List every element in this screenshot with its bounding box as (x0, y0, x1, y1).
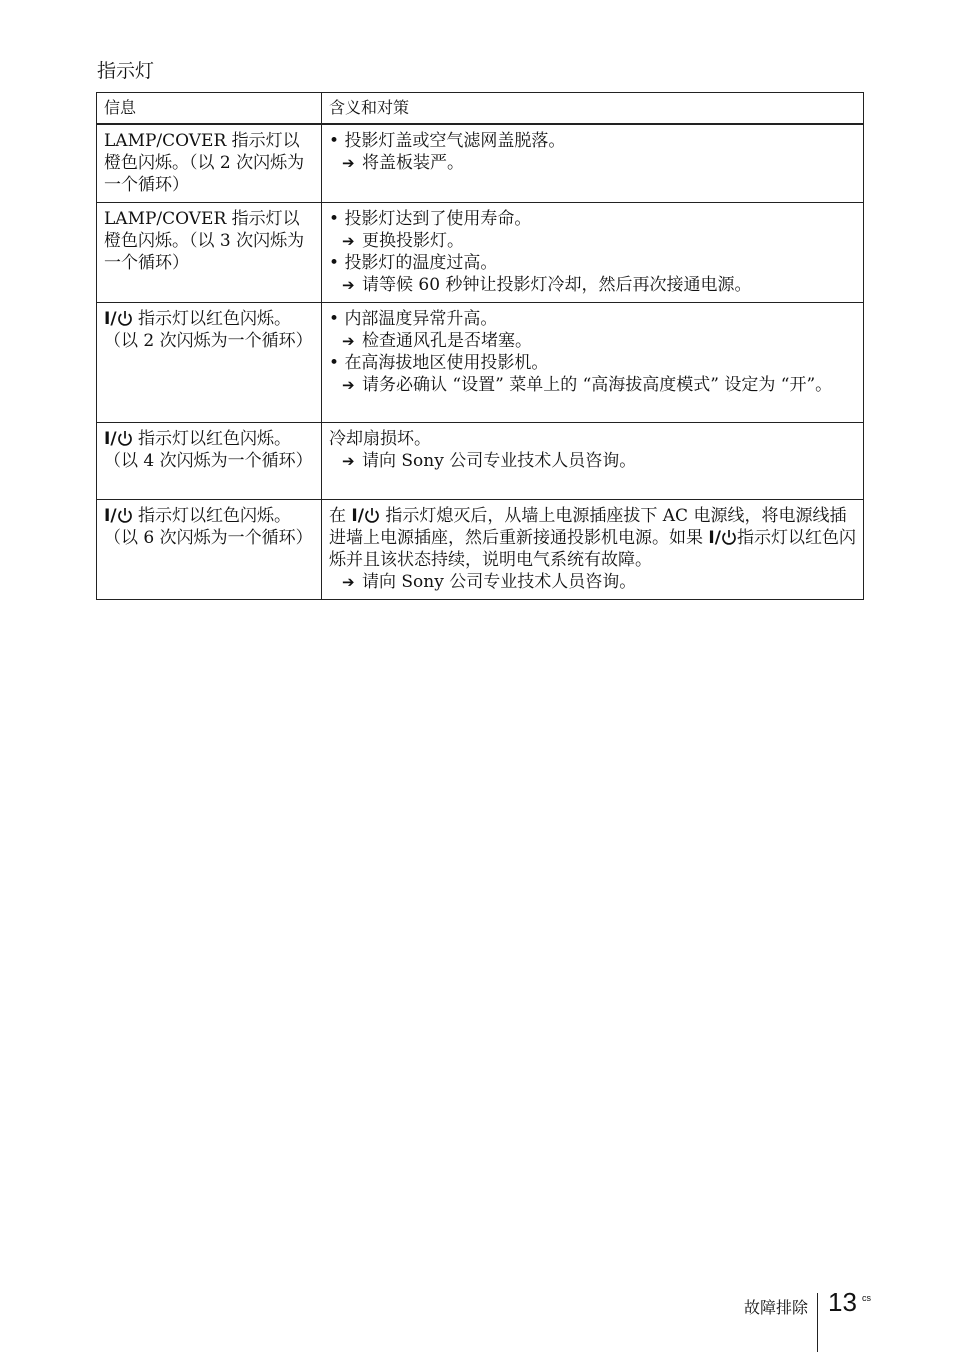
power-standby-icon: I/ (104, 428, 133, 450)
meaning-cell (322, 423, 864, 500)
section-title: 指示灯 (97, 60, 155, 82)
meaning-cell (322, 500, 864, 600)
table-row (97, 500, 864, 600)
indicator-table (96, 92, 864, 600)
info-text: LAMP/COVER 指示灯以橙色闪烁。（以 2 次闪烁为一个循环） (104, 131, 305, 195)
info-text: LAMP/COVER 指示灯以橙色闪烁。（以 3 次闪烁为一个循环） (104, 209, 305, 273)
meaning-cell (322, 303, 864, 423)
arrow-line: ➔ 检查通风孔是否堵塞。 (342, 331, 532, 351)
power-standby-icon: I/ (104, 308, 133, 330)
arrow-right-icon: ➔ (342, 332, 355, 350)
bullet-line: • 投影灯达到了使用寿命。 (329, 209, 532, 229)
power-standby-icon: I/ (104, 505, 133, 527)
bullet-line: • 内部温度异常升高。 (329, 309, 498, 329)
arrow-line: ➔ 请向 Sony 公司专业技术人员咨询。 (342, 572, 637, 592)
table-row (97, 303, 864, 423)
arrow-line: ➔ 请向 Sony 公司专业技术人员咨询。 (342, 451, 637, 471)
table-row (97, 203, 864, 303)
arrow-right-icon: ➔ (342, 154, 355, 172)
bullet-line: • 在高海拔地区使用投影机。 (329, 353, 549, 373)
arrow-right-icon: ➔ (342, 232, 355, 250)
page-number: 13 (828, 1287, 857, 1317)
table-row (97, 423, 864, 500)
info-text: 指示灯以红色闪烁。（以 4 次闪烁为一个循环） (104, 429, 313, 471)
info-text: 指示灯以红色闪烁。（以 6 次闪烁为一个循环） (104, 506, 313, 548)
arrow-line: ➔ 将盖板装严。 (342, 153, 464, 173)
description-paragraph: 在 I/ 指示灯熄灭后，从墙上电源插座拔下 AC 电源线，将电源线插进墙上电源插座，然后重新接通投影机电源。如果 I/ 指示灯以红色闪烁并且该状态持续，说明电气系统有故障。 (329, 506, 856, 570)
info-cell (97, 203, 322, 303)
info-cell (97, 500, 322, 600)
page-language-suffix: cs (862, 1293, 871, 1303)
power-standby-icon: I/ (708, 527, 737, 549)
arrow-line: ➔ 更换投影灯。 (342, 231, 464, 251)
info-text: 指示灯以红色闪烁。（以 2 次闪烁为一个循环） (104, 309, 313, 351)
meaning-cell (322, 203, 864, 303)
info-cell (97, 124, 322, 203)
info-cell (97, 423, 322, 500)
table-header-row (97, 93, 864, 125)
info-cell (97, 303, 322, 423)
column-header-info: 信息 (97, 93, 322, 125)
arrow-right-icon: ➔ (342, 452, 355, 470)
bullet-line: • 投影灯的温度过高。 (329, 253, 498, 273)
column-header-meaning: 含义和对策 (322, 93, 864, 125)
footer-section-name: 故障排除 (743, 1298, 808, 1317)
footer-divider (817, 1293, 818, 1352)
arrow-right-icon: ➔ (342, 276, 355, 294)
arrow-right-icon: ➔ (342, 573, 355, 591)
arrow-line: ➔ 请务必确认 “设置” 菜单上的 “高海拔高度模式” 设定为 “开”。 (342, 375, 833, 395)
table-row (97, 124, 864, 203)
meaning-cell (322, 124, 864, 203)
arrow-line: ➔ 请等候 60 秒钟让投影灯冷却，然后再次接通电源。 (342, 275, 752, 295)
plain-line: 冷却扇损坏。 (329, 429, 431, 449)
bullet-line: • 投影灯盖或空气滤网盖脱落。 (329, 131, 566, 151)
arrow-right-icon: ➔ (342, 376, 355, 394)
power-standby-icon: I/ (351, 505, 380, 527)
